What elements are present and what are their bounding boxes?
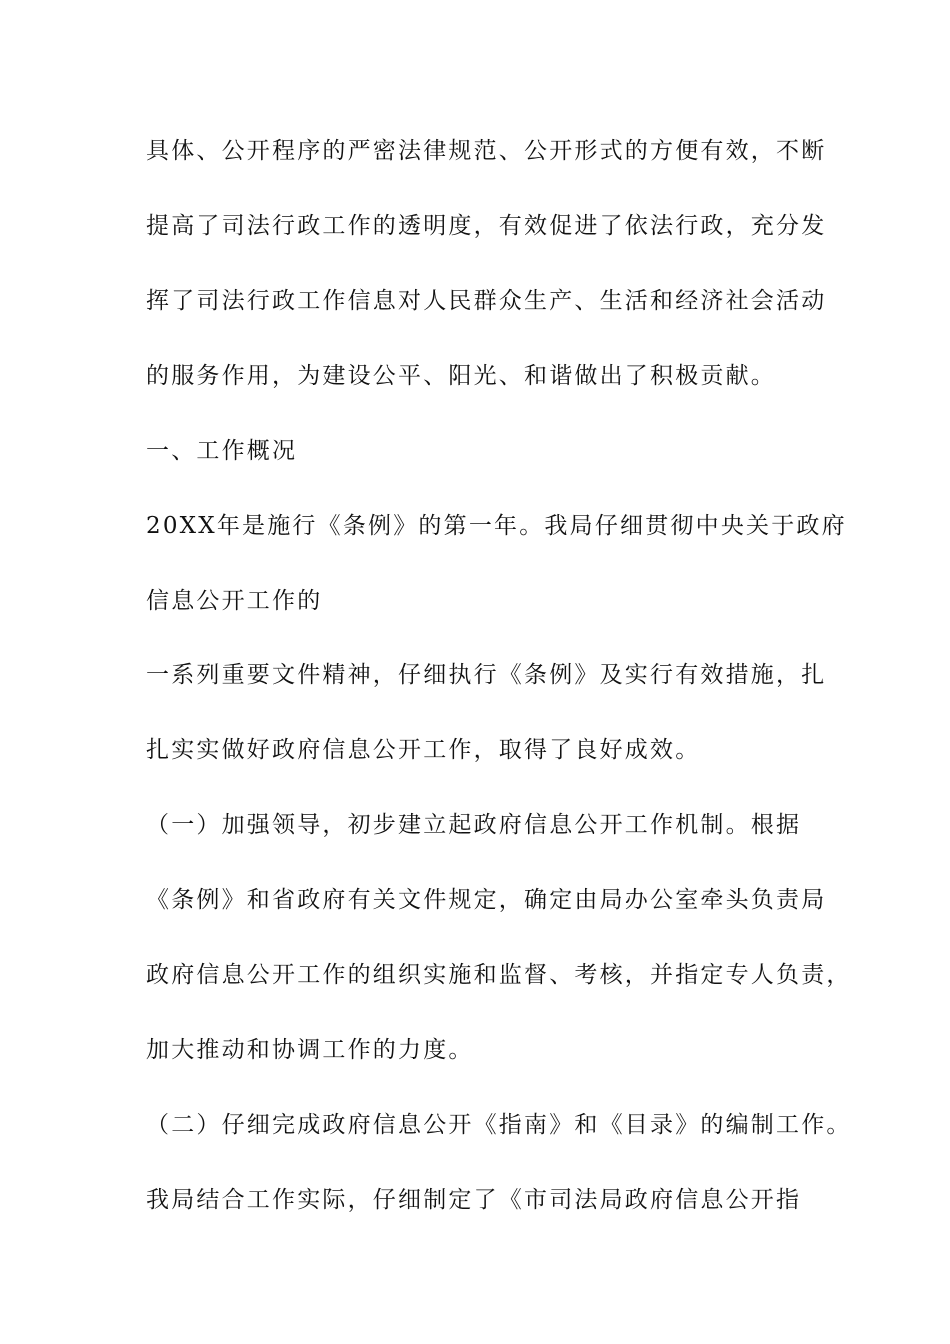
subsection-heading: （一）加强领导，初步建立起政府信息公开工作机制。根据 [146, 812, 802, 838]
section-heading: 一、工作概况 [146, 438, 298, 464]
text-line: 具体、公开程序的严密法律规范、公开形式的方便有效，不断 [146, 138, 827, 164]
text-line: 提高了司法行政工作的透明度，有效促进了依法行政，充分发 [146, 213, 827, 239]
text-line: 政府信息公开工作的组织实施和监督、考核，并指定专人负责， [146, 962, 852, 988]
text-line: 信息公开工作的 [146, 588, 323, 614]
text-line: 一系列重要文件精神，仔细执行《条例》及实行有效措施，扎 [146, 662, 827, 688]
text-line: 20XX年是施行《条例》的第一年。我局仔细贯彻中央关于政府 [146, 513, 847, 539]
text-line: 的服务作用，为建设公平、阳光、和谐做出了积极贡献。 [146, 363, 776, 389]
text-line: 加大推动和协调工作的力度。 [146, 1037, 474, 1063]
text-line: 挥了司法行政工作信息对人民群众生产、生活和经济社会活动 [146, 288, 827, 314]
subsection-heading: （二）仔细完成政府信息公开《指南》和《目录》的编制工作。 [146, 1112, 852, 1138]
text-line: 我局结合工作实际，仔细制定了《市司法局政府信息公开指 [146, 1187, 802, 1213]
text-line: 扎实实做好政府信息公开工作，取得了良好成效。 [146, 737, 701, 763]
text-line: 《条例》和省政府有关文件规定，确定由局办公室牵头负责局 [146, 887, 827, 913]
